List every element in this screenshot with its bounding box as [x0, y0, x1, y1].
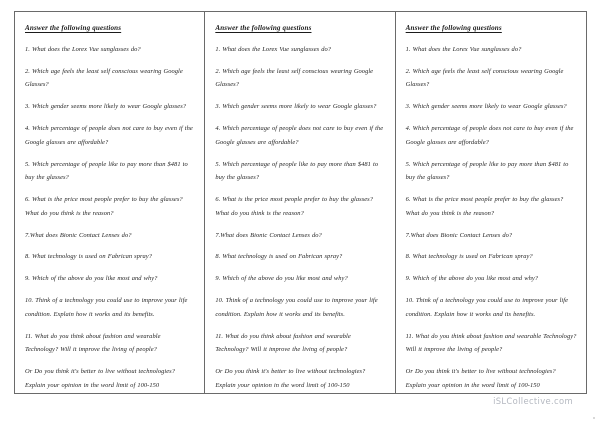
question-item: 8. What technology is used on Fabrican spray?	[25, 253, 152, 261]
question-item: 5. Which percentage of people like to pay more than $481 to buy the glasses?	[215, 160, 379, 182]
question-item: 9. Which of the above do you like most and why?	[405, 275, 539, 283]
worksheet-panel	[205, 12, 395, 393]
question-item: 4. Which percentage of people does not care to buy even if the Google glasses are affordable?	[25, 125, 193, 146]
question-item: 1. What does the Lorex Vue sunglasses do?	[215, 45, 332, 53]
question-item: 11. What do you think about fashion and wearable Technology? Will it improve the living of people?	[25, 332, 161, 354]
question-item: 1. What does the Lorex Vue sunglasses do?	[25, 45, 141, 53]
worksheet-columns	[14, 11, 587, 394]
question-list	[406, 43, 577, 393]
question-item: 2. Which age feels the least self conscious wearing Google Glasses?	[405, 67, 564, 89]
question-item: 9. Which of the above do you like most and why?	[215, 275, 348, 283]
question-item: 10. Think of a technology you could use to improve your life condition. Explain how it works and its benefits.	[25, 297, 188, 318]
question-item: 5. Which percentage of people like to pay more than $481 to buy the glasses?	[25, 160, 188, 182]
question-item: 8. What technology is used on Fabrican spray?	[405, 253, 533, 261]
panel-heading: Answer the following questions	[215, 24, 312, 32]
question-item: 1. What does the Lorex Vue sunglasses do?	[405, 45, 522, 53]
question-list	[25, 43, 195, 393]
panel-heading: Answer the following questions	[25, 24, 122, 32]
question-item: 2. Which age feels the least self conscious wearing Google Glasses?	[215, 67, 374, 89]
question-item: 7.What does Bionic Contact Lenses do?	[405, 231, 513, 239]
question-item: 4. Which percentage of people does not care to buy even if the Google glasses are affordable?	[215, 125, 384, 146]
question-list	[215, 43, 385, 393]
question-item: 11. What do you think about fashion and wearable Technology? Will it improve the living of people?	[405, 332, 577, 354]
corner-mark	[593, 417, 595, 419]
question-item: 4. Which percentage of people does not care to buy even if the Google glasses are affordable?	[405, 125, 574, 146]
islcollective-watermark: iSLCollective.com	[493, 396, 573, 406]
question-item: 5. Which percentage of people like to pay more than $481 to buy the glasses?	[405, 160, 569, 182]
question-item: 3. Which gender seems more likely to wear Google glasses?	[215, 103, 377, 111]
question-item: 3. Which gender seems more likely to wear Google glasses?	[405, 103, 567, 111]
question-item: 10. Think of a technology you could use to improve your life condition. Explain how it works and its benefits.	[215, 297, 378, 318]
question-item: 9. Which of the above do you like most and why?	[25, 275, 158, 283]
question-item: 6. What is the price most people prefer to buy the glasses? What do you think is the reason?	[25, 196, 183, 217]
question-item: 2. Which age feels the least self conscious wearing Google Glasses?	[25, 67, 183, 89]
question-item: 6. What is the price most people prefer to buy the glasses? What do you think is the reason?	[215, 196, 373, 217]
question-item: 11. What do you think about fashion and wearable Technology? Will it improve the living of people?	[215, 332, 351, 354]
question-item: 8. What technology is used on Fabrican spray?	[215, 253, 343, 261]
panel-heading: Answer the following questions	[405, 24, 502, 32]
question-item: 7.What does Bionic Contact Lenses do?	[25, 231, 132, 239]
question-item: 3. Which gender seems more likely to wear Google glasses?	[25, 103, 187, 111]
question-item: Or Do you think it's better to live without technologies? Explain your opinion in the word limit of 100-150	[405, 368, 556, 389]
question-item: 10. Think of a technology you could use to improve your life condition. Explain how it works and its benefits.	[405, 297, 569, 318]
question-item: Or Do you think it's better to live without technologies? Explain your opinion in the word limit of 100-150	[25, 368, 175, 389]
worksheet-panel	[15, 12, 205, 393]
worksheet-panel	[396, 12, 586, 393]
question-item: Or Do you think it's better to live without technologies? Explain your opinion in the word limit of 100-150	[215, 368, 366, 389]
question-item: 7.What does Bionic Contact Lenses do?	[215, 231, 322, 239]
question-item: 6. What is the price most people prefer to buy the glasses? What do you think is the reason?	[405, 196, 564, 217]
